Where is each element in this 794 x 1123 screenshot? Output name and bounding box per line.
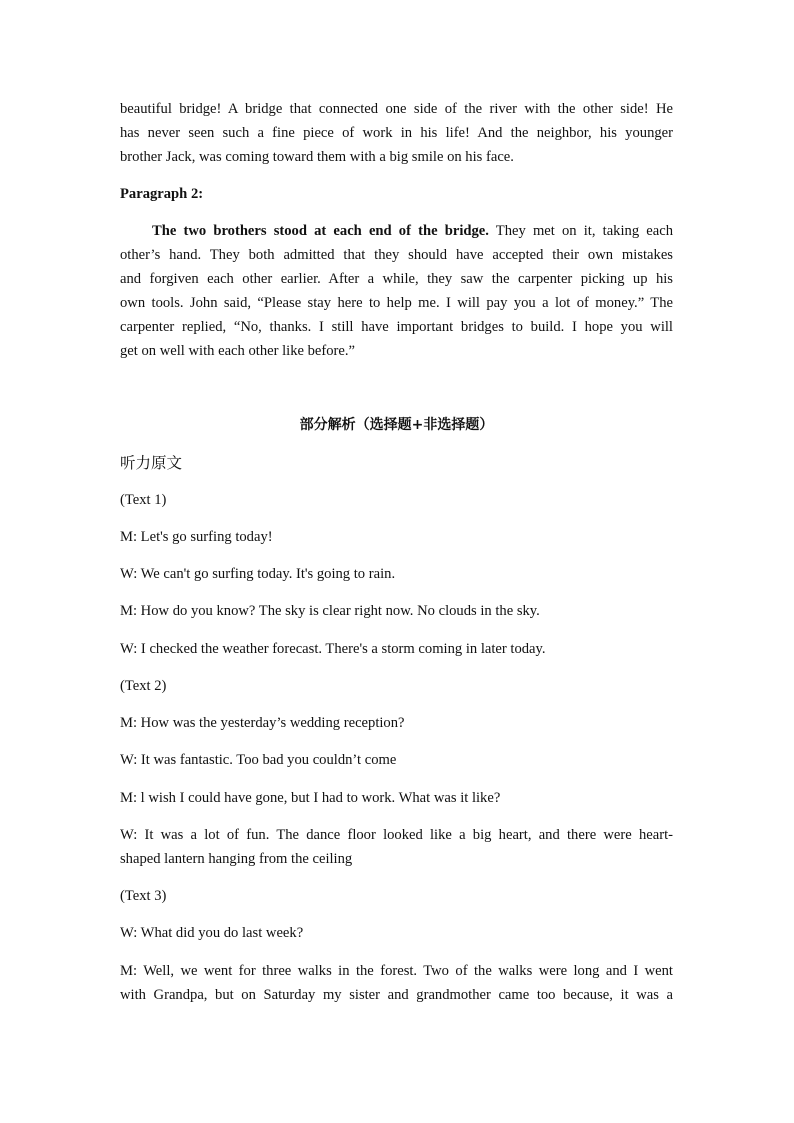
- analysis-title: 部分解析（选择题+非选择题）: [299, 417, 494, 433]
- text-line: [120, 219, 673, 243]
- story-paragraph-1: [120, 97, 673, 169]
- paragraph-2-heading: Paragraph 2:: [120, 186, 204, 202]
- text-line: brother Jack, was coming toward them with a big smile on his face.: [120, 149, 514, 165]
- dialogue-line: W: What did you do last week?: [120, 925, 304, 941]
- dialogue-line: M: How do you know? The sky is clear right now. No clouds in the sky.: [120, 603, 540, 619]
- dialogue-line: M: l wish I could have gone, but I had to work. What was it like?: [120, 790, 501, 806]
- dialogue-line: W: I checked the weather forecast. There's a storm coming in later today.: [120, 641, 546, 657]
- text-line: M: Well, we went for three walks in the forest. Two of the walks were long and I went: [120, 963, 673, 979]
- text-line: has never seen such a fine piece of work in his life! And the neighbor, his younger: [120, 125, 673, 141]
- text1-label: (Text 1): [120, 492, 167, 508]
- listening-subtitle: 听力原文: [120, 454, 183, 472]
- text-line: get on well with each other like before.”: [120, 343, 356, 359]
- text3-label: (Text 3): [120, 888, 167, 904]
- story-paragraph-2: [120, 219, 673, 363]
- text-line: shaped lantern hanging from the ceiling: [120, 851, 353, 867]
- line-rest: They met on it, taking each: [488, 223, 673, 239]
- text-line: other’s hand. They both admitted that they should have accepted their own mistakes: [120, 247, 673, 263]
- bold-lead-sentence: The two brothers stood at each end of the bridge.: [152, 223, 489, 239]
- text-line: carpenter replied, “No, thanks. I still have important bridges to build. I hope you will: [120, 319, 673, 335]
- dialogue-line: W: We can't go surfing today. It's going to rain.: [120, 566, 396, 582]
- dialogue-line: M: How was the yesterday’s wedding reception?: [120, 715, 405, 731]
- text-line: and forgiven each other earlier. After a while, they saw the carpenter picking up his: [120, 271, 673, 287]
- text-line: own tools. John said, “Please stay here to help me. I will pay you a lot of money.” The: [120, 295, 673, 311]
- text2-label: (Text 2): [120, 678, 167, 694]
- text-line: W: It was a lot of fun. The dance floor looked like a big heart, and there were heart-: [120, 827, 673, 843]
- dialogue-line: M: Let's go surfing today!: [120, 529, 273, 545]
- text-line: with Grandpa, but on Saturday my sister and grandmother came too because, it was a: [120, 987, 673, 1003]
- text-line: beautiful bridge! A bridge that connected one side of the river with the other side! He: [120, 101, 673, 117]
- dialogue-line: W: It was fantastic. Too bad you couldn’t come: [120, 752, 397, 768]
- dialogue-paragraph: [120, 959, 673, 1007]
- dialogue-paragraph: [120, 823, 673, 871]
